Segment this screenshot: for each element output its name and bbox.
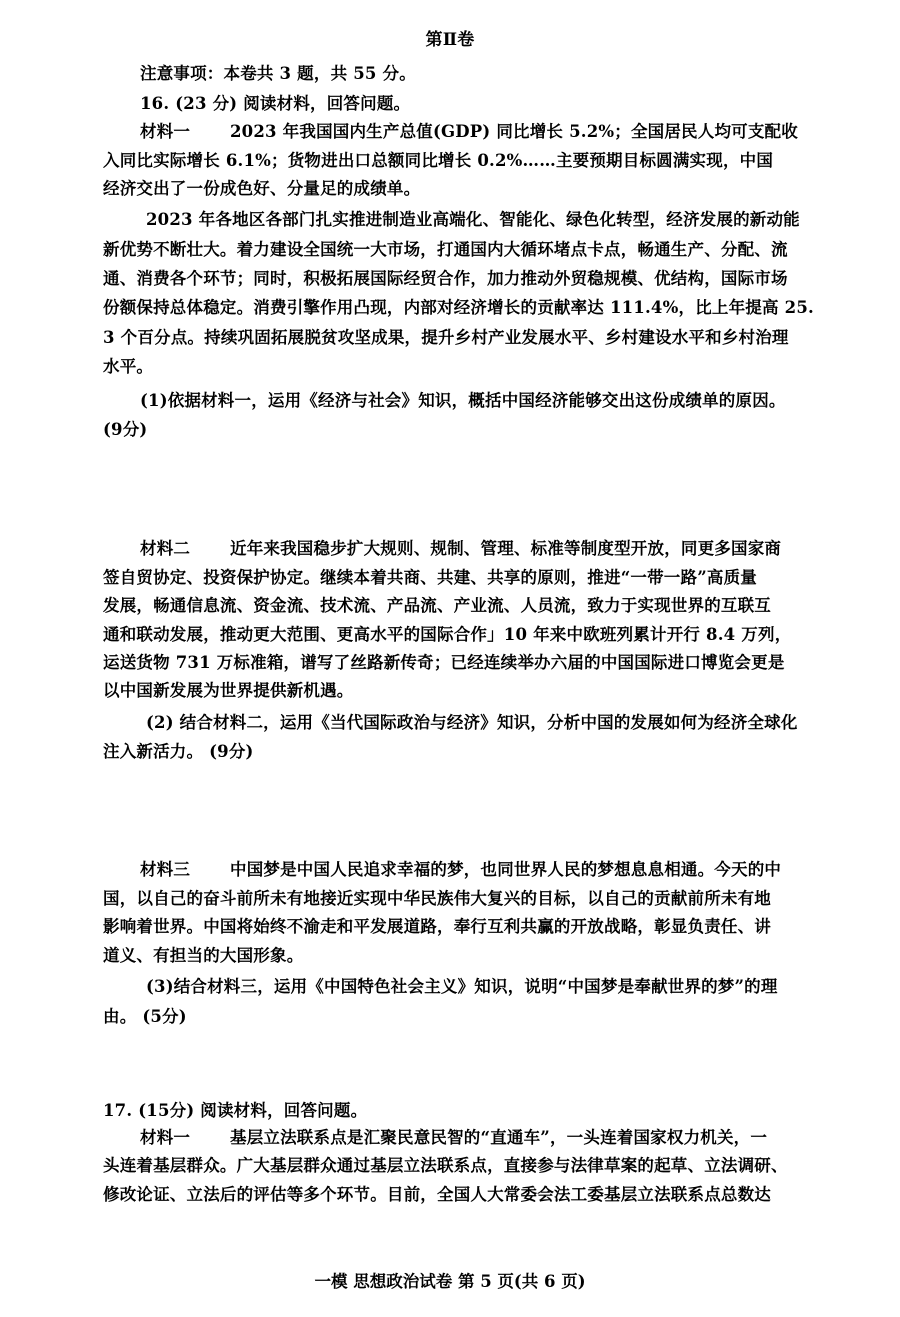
- q16-material1-label: 材料一: [140, 122, 191, 141]
- q16-material2-line2: 签自贸协定、投资保护协定。继续本着共商、共建、共享的原则，推进“一带一路”高质量: [103, 568, 757, 587]
- q16-material3-label: 材料三: [140, 860, 191, 879]
- q16-sub3-line2: 由。 (5分): [103, 1007, 187, 1026]
- q16-material1b-line6: 水平。: [103, 357, 154, 376]
- q16-material1b-line1: 2023 年各地区各部门扎实推进制造业高端化、智能化、绿色化转型，经济发展的新动能: [146, 210, 800, 229]
- q16-material3-line1: 材料三 中国梦是中国人民追求幸福的梦，也同世界人民的梦想息息相通。今天的中: [140, 858, 781, 882]
- q16-material1-line1: 材料一 2023 年我国国内生产总值(GDP) 同比增长 5.2%；全国居民人均可支配收: [140, 120, 798, 144]
- q17-heading: 17. (15分) 阅读材料，回答问题。: [103, 1101, 368, 1120]
- q16-sub2-line2: 注入新活力。 (9分): [103, 742, 254, 761]
- section-title: 第Ⅱ卷: [425, 30, 475, 50]
- q16-material1-line3: 经济交出了一份成色好、分量足的成绩单。: [103, 179, 421, 198]
- q16-material1b-line4: 份额保持总体稳定。消费引擎作用凸现，内部对经济增长的贡献率达 111.4%，比上年提高 25.: [103, 298, 814, 317]
- q16-material3-line2: 国，以自己的奋斗前所未有地接近实现中华民族伟大复兴的目标，以自己的贡献前所未有地: [103, 889, 771, 908]
- q16-sub1-line2: (9分): [103, 420, 148, 439]
- q16-material2-line3: 发展，畅通信息流、资金流、技术流、产品流、产业流、人员流，致力于实现世界的互联互: [103, 596, 771, 615]
- q16-material2-line5: 运送货物 731 万标准箱，谱写了丝路新传奇；已经连续举办六届的中国国际进口博览会更是: [103, 653, 785, 672]
- q16-material3-line4: 道义、有担当的大国形象。: [103, 946, 304, 965]
- q16-material2-line6: 以中国新发展为世界提供新机遇。: [103, 681, 354, 700]
- q17-material1-line3: 修改论证、立法后的评估等多个环节。目前，全国人大常委会法工委基层立法联系点总数达: [103, 1185, 771, 1204]
- q17-material1-line1: 材料一 基层立法联系点是汇聚民意民智的“直通车”，一头连着国家权力机关，一: [140, 1126, 767, 1150]
- q16-material1b-line3: 通、消费各个环节；同时，积极拓展国际经贸合作，加力推动外贸稳规模、优结构，国际市场: [103, 269, 788, 288]
- q16-material1b-line2: 新优势不断壮大。着力建设全国统一大市场，打通国内大循环堵点卡点，畅通生产、分配、流: [103, 240, 788, 259]
- q16-material1-line2: 入同比实际增长 6.1%；货物进出口总额同比增长 0.2%……主要预期目标圆满实现，中国: [103, 151, 774, 170]
- q16-material2-line1: 材料二 近年来我国稳步扩大规则、规制、管理、标准等制度型开放，同更多国家商: [140, 537, 781, 561]
- q16-material2-label: 材料二: [140, 539, 191, 558]
- q16-material2-line4: 通和联动发展，推动更大范围、更高水平的国际合作」10 年来中欧班列累计开行 8.4 万列，: [103, 625, 792, 644]
- q16-sub2-line1: (2) 结合材料二，运用《当代国际政治与经济》知识，分析中国的发展如何为经济全球化: [146, 713, 798, 732]
- q17-material1-label: 材料一: [140, 1128, 191, 1147]
- q16-material3-line3: 影响着世界。中国将始终不渝走和平发展道路，奉行互利共赢的开放战略，彰显负责任、讲: [103, 917, 771, 936]
- q16-sub1-line1: (1)依据材料一，运用《经济与社会》知识，概括中国经济能够交出这份成绩单的原因。: [140, 391, 786, 410]
- q16-heading: 16. (23 分) 阅读材料，回答问题。: [140, 94, 411, 113]
- notice-text: 注意事项：本卷共 3 题，共 55 分。: [140, 64, 416, 83]
- q16-sub3-line1: (3)结合材料三，运用《中国特色社会主义》知识，说明“中国梦是奉献世界的梦”的理: [146, 977, 778, 996]
- q17-material1-line2: 头连着基层群众。广大基层群众通过基层立法联系点，直接参与法律草案的起草、立法调研、: [103, 1156, 788, 1175]
- page-footer: 一模 思想政治试卷 第 5 页(共 6 页): [314, 1272, 586, 1291]
- q16-material1b-line5: 3 个百分点。持续巩固拓展脱贫攻坚成果，提升乡村产业发展水平、乡村建设水平和乡村治理: [103, 328, 789, 347]
